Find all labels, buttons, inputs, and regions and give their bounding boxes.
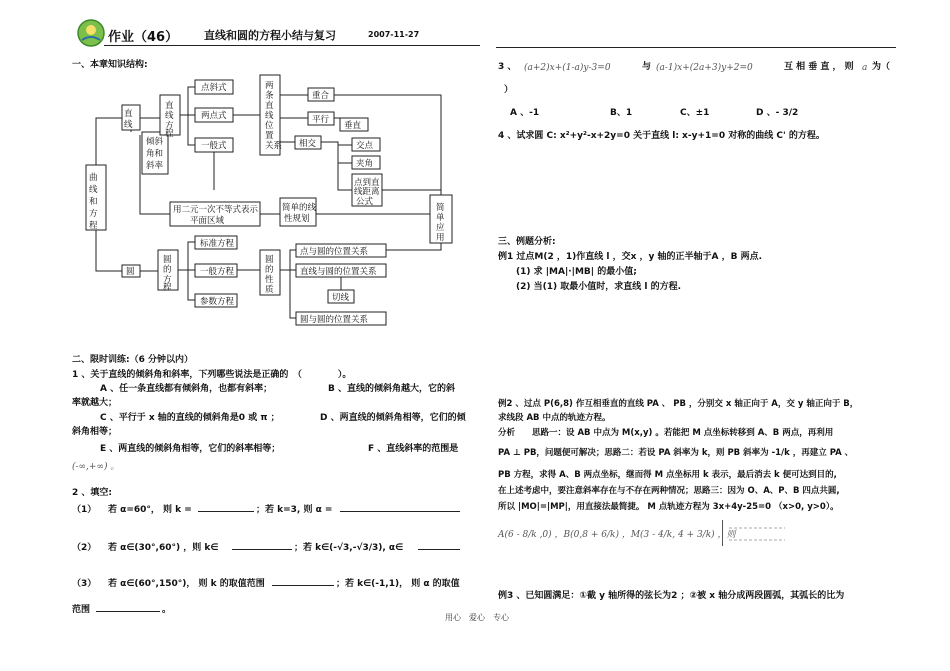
q2-stem: 2 、填空: <box>72 488 112 498</box>
svg-text:线距离: 线距离 <box>354 187 380 197</box>
svg-text:直: 直 <box>265 101 274 111</box>
svg-text:关系: 关系 <box>265 141 283 151</box>
svg-text:直: 直 <box>165 101 174 111</box>
svg-text:一般方程: 一般方程 <box>200 267 235 277</box>
q3-tail: 互 相 垂 直 ， 则 <box>784 62 854 72</box>
svg-text:方: 方 <box>165 121 174 131</box>
q3-option-a: A 、-1 <box>510 108 540 118</box>
svg-text:相交: 相交 <box>299 139 317 149</box>
q3-option-d: D 、- 3/2 <box>756 108 799 118</box>
svg-text:垂直: 垂直 <box>344 121 362 131</box>
svg-text:用: 用 <box>436 233 445 243</box>
svg-text:点与圆的位置关系: 点与圆的位置关系 <box>300 247 369 257</box>
svg-text:圆: 圆 <box>265 255 274 265</box>
q3-eq2: (a-1)x+(2a+3)y+2=0 <box>656 63 753 73</box>
q2-2-b: ；若 k∈(-√3,-√3/3), α∈ <box>294 543 404 553</box>
svg-text:圆: 圆 <box>163 255 172 265</box>
q2-1-blank-a[interactable] <box>198 511 254 512</box>
footer: 用心 爱心 专心 <box>445 613 509 622</box>
q1-option-b: B 、直线的倾斜角越大，它的斜 <box>328 384 455 394</box>
svg-text:方: 方 <box>163 275 172 285</box>
svg-text:的: 的 <box>163 265 172 275</box>
q1-option-d: D 、两直线的倾斜角相等，它们的倾 <box>320 413 466 423</box>
q3-end: 为（ <box>872 62 891 72</box>
ex1-part2: (2) 当(1) 取最小值时，求直线 l 的方程. <box>516 282 682 292</box>
q2-2-blank-b[interactable] <box>418 549 460 550</box>
svg-text:圆与圆的位置关系: 圆与圆的位置关系 <box>300 315 369 325</box>
svg-text:平面区域: 平面区域 <box>190 216 225 226</box>
q2-2-label: （2） <box>72 543 97 553</box>
svg-text:线: 线 <box>265 111 274 121</box>
svg-text:简单的线: 简单的线 <box>282 203 317 213</box>
svg-text:平行: 平行 <box>312 115 330 125</box>
q3-paren: ） <box>504 85 514 95</box>
svg-text:位: 位 <box>265 121 274 131</box>
q2-3-label: （3） <box>72 579 97 589</box>
ex3-stem: 例3 、已知圆满足：①截 y 轴所得的弦长为2 ；②被 x 轴分成两段圆弧，其弧长的比为 <box>498 591 845 601</box>
q1-option-f: F 、直线斜率的范围是 <box>368 444 459 454</box>
svg-text:两: 两 <box>265 81 274 91</box>
q2-2-blank-a[interactable] <box>232 549 292 550</box>
svg-text:点斜式: 点斜式 <box>201 83 227 93</box>
svg-text:性: 性 <box>265 275 274 285</box>
svg-text:置: 置 <box>265 131 274 141</box>
q1-option-b-cont: 率就越大； <box>72 398 118 408</box>
svg-text:参数方程: 参数方程 <box>200 297 235 307</box>
svg-text:线: 线 <box>165 111 174 121</box>
q4-stem: 4 、试求圆 C: x²+y²-x+2y=0 关于直线 l: x-y+1=0 对称的曲线 C' 的方程。 <box>498 131 825 141</box>
svg-text:程: 程 <box>89 221 98 231</box>
svg-text:一般式: 一般式 <box>201 141 227 151</box>
svg-text:倾斜: 倾斜 <box>146 137 164 147</box>
svg-text:用二元一次不等式表示: 用二元一次不等式表示 <box>173 205 259 215</box>
q3-var: a <box>862 63 868 73</box>
ex2-analysis-1: 分析 思路一：设 AB 中点为 M(x,y) 。若能把 M 点坐标转移到 A、B 两点，再利用 <box>498 428 834 438</box>
svg-text:应: 应 <box>436 223 445 233</box>
svg-text:圆: 圆 <box>126 267 135 277</box>
header-rule-left <box>104 45 480 46</box>
svg-text:线: 线 <box>124 120 133 130</box>
svg-text:直: 直 <box>124 109 133 119</box>
svg-text:公式: 公式 <box>356 197 374 207</box>
ex1-stem: 例1 过点M(2 ，1)作直线 l ，交x ，y 轴的正半轴于A ，B 两点. <box>498 252 763 262</box>
svg-text:程: 程 <box>163 283 172 293</box>
svg-text:性规划: 性规划 <box>284 214 310 224</box>
svg-text:条: 条 <box>265 91 274 101</box>
q2-1-label: （1） <box>72 505 97 515</box>
q3-and: 与 <box>642 62 652 72</box>
q2-3-b: ；若 k∈(-1,1)， 则 α 的取值 <box>336 579 460 589</box>
svg-text:质: 质 <box>265 285 274 295</box>
homework-label: 作业（46） <box>108 30 179 45</box>
q2-3-blank-a[interactable] <box>272 585 334 586</box>
q3-eq1: (a+2)x+(1-a)y-3=0 <box>524 63 611 73</box>
svg-text:交点: 交点 <box>356 141 374 151</box>
svg-text:切线: 切线 <box>332 293 350 303</box>
section1-heading: 一、本章知识结构: <box>72 60 148 70</box>
q1-option-a: A 、任一条直线都有倾斜角，也都有斜率； <box>100 384 273 394</box>
logo-icon <box>76 18 106 48</box>
svg-text:方: 方 <box>89 209 98 219</box>
svg-text:斜率: 斜率 <box>146 161 164 171</box>
header-rule-right <box>496 47 896 48</box>
q3-option-b: B、1 <box>610 108 633 118</box>
svg-text:两点式: 两点式 <box>201 111 227 121</box>
q1-option-c: C 、平行于 x 轴的直线的倾斜角是0 或 π ； <box>100 413 280 423</box>
svg-text:重合: 重合 <box>312 91 330 101</box>
svg-text:简: 简 <box>436 203 445 213</box>
svg-text:夹角: 夹角 <box>356 159 374 169</box>
svg-text:标准方程: 标准方程 <box>200 239 235 249</box>
q2-1-a: 若 α=60°， 则 k = <box>108 505 192 515</box>
ex2-system-brace <box>722 520 793 546</box>
curve-eq-label: 曲 <box>89 173 98 183</box>
q1-option-f-cont: (-∞,+∞) 。 <box>72 462 120 472</box>
ex2-analysis-2: PA ⊥ PB，问题便可解决；思路二：若设 PA 斜率为 k，则 PB 斜率为 -1/k ，再建立 PA 、 <box>498 448 854 458</box>
page-title: 直线和圆的方程小结与复习 <box>204 29 336 42</box>
svg-text:单: 单 <box>436 213 445 223</box>
q2-1-blank-b[interactable] <box>340 511 460 512</box>
svg-text:点到直: 点到直 <box>354 178 380 188</box>
ex1-part1: (1) 求 |MA|·|MB| 的最小值; <box>516 267 637 277</box>
ex2-analysis-3: PB 方程，求得 A、B 两点坐标，继而得 M 点坐标用 k 表示，最后消去 k 便可达到目的, <box>498 470 837 480</box>
date: 2007-11-27 <box>368 30 420 39</box>
knowledge-diagram <box>80 70 460 335</box>
section2-heading: 二、限时训练:（6 分钟以内） <box>72 355 193 365</box>
q2-1-b: ；若 k=3, 则 α = <box>256 505 333 515</box>
section3-heading: 三、例题分析: <box>498 237 556 247</box>
q2-3-end: 。 <box>162 605 172 615</box>
q3-number: 3 、 <box>498 62 517 72</box>
svg-text:线: 线 <box>89 185 98 195</box>
svg-text:直线与圆的位置关系: 直线与圆的位置关系 <box>300 267 377 277</box>
ex2-analysis-5: 所以 |MO|=|MP|，用直接法最简捷。 M 点轨迹方程为 3x+4y-25=0 （x>0, y>0）。 <box>498 502 839 512</box>
svg-text:的: 的 <box>265 265 274 275</box>
ex2-stem-cont: 求线段 AB 中点的轨迹方程。 <box>498 413 611 423</box>
q1-stem: 1 、关于直线的倾斜角和斜率，下列哪些说法是正确的 （ ）。 <box>72 370 352 380</box>
svg-text:和: 和 <box>89 197 98 207</box>
q1-option-d-cont: 斜角相等； <box>72 427 118 437</box>
q2-3-a: 若 α∈(60°,150°)， 则 k 的取值范围 <box>108 579 265 589</box>
q3-option-c: C、±1 <box>680 108 710 118</box>
q2-3-c: 范围 <box>72 605 91 615</box>
ex2-stem: 例2 、过点 P(6,8) 作互相垂直的直线 PA 、 PB ，分别交 x 轴正向于 A，交 y 轴正向于 B， <box>498 399 859 409</box>
svg-text:程: 程 <box>165 129 174 139</box>
q2-2-a: 若 α∈(30°,60°) ，则 k∈ <box>108 543 219 553</box>
q1-option-e: E 、两直线的倾斜角相等，它们的斜率相等； <box>100 444 281 454</box>
svg-text:角和: 角和 <box>146 149 164 159</box>
q2-3-blank-b[interactable] <box>96 611 160 612</box>
ex2-analysis-4: 在上述考虑中，要注意斜率存在与不存在两种情况；思路三：因为 O、A、P、B 四点共圆, <box>498 486 840 496</box>
ex2-coords: A(6 - 8/k ,0) ，B(0,8 + 6/k) ，M(3 - 4/k, 4 + 3/k) ，则 <box>498 530 736 540</box>
